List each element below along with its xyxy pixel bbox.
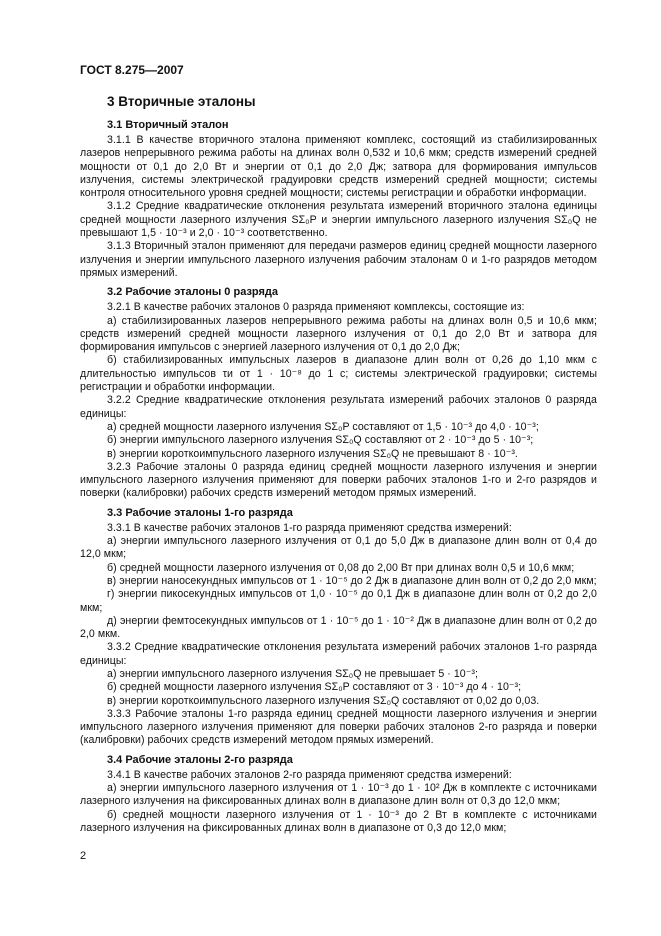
document-body xyxy=(80,94,597,835)
paragraph: 3.1.1 В качестве вторичного эталона применяют комплекс, состоящий из стабилизированных лазеров непрерывного режима работы на длинах волн 0,532 и 10,6 мкм; средств измерений средней мощности от 0,1 до 2,0 Вт и энергии от 0,1 до 2,0 Дж; затвора для формирования импульсов излучения, системы электрической градуировки средств измерений средней мощности; системы контроля относительного уровня средней мощности; системы регистрации и обработки информации. xyxy=(80,134,597,200)
subsection-heading: 3.2 Рабочие эталоны 0 разряда xyxy=(107,286,279,299)
paragraph: 3.3.1 В качестве рабочих эталонов 1-го разряда применяют средства измерений: xyxy=(107,521,512,534)
paragraph: 3.4.1 В качестве рабочих эталонов 2-го разряда применяют средства измерений: xyxy=(107,768,512,781)
paragraph: г) энергии пикосекундных импульсов от 1,0 · 10⁻⁵ до 0,1 Дж в диапазоне длин волн от 0,2 до 2,0 мкм; xyxy=(80,588,597,614)
paragraph: а) энергии импульсного лазерного излучения SΣ₀Q не превышает 5 · 10⁻³; xyxy=(107,667,478,680)
paragraph: 3.2.3 Рабочие эталоны 0 разряда единиц средней мощности лазерного излучения и энергии импульсного лазерного излучения применяют для поверки рабочих эталонов 1-го и 2-го разрядов и поверки (калибровки) рабочих средств измерений методом прямых измерений. xyxy=(80,460,597,500)
paragraph: 3.2.1 В качестве рабочих эталонов 0 разряда применяют комплексы, состоящие из: xyxy=(107,301,525,314)
section-title: 3 Вторичные эталоны xyxy=(107,94,256,109)
paragraph: а) энергии импульсного лазерного излучения от 0,1 до 5,0 Дж в диапазоне длин волн от 0,4 до 12,0 мкм; xyxy=(80,535,597,561)
paragraph: б) стабилизированных импульсных лазеров в диапазоне длин волн от 0,26 до 1,10 мкм с длительностью импульсов τи от 1 · 10⁻⁸ до 1 с; системы электрической градуировки; системы регистрации и обработки информации. xyxy=(80,354,597,394)
paragraph: б) средней мощности лазерного излучения от 0,08 до 2,00 Вт при длинах волн 0,5 и 10,6 мкм; xyxy=(107,561,575,574)
paragraph: 3.3.3 Рабочие эталоны 1-го разряда единиц средней мощности лазерного излучения и энергии импульсного лазерного излучения применяют для поверки рабочих эталонов 2-го разряда и поверки (калибровки) рабочих средств измерений методом прямых измерений. xyxy=(80,707,597,747)
paragraph: в) энергии наносекундных импульсов от 1 · 10⁻⁵ до 2 Дж в диапазоне длин волн от 0,2 до 2,0 мкм; xyxy=(107,574,597,587)
paragraph: 3.3.2 Средние квадратические отклонения результата измерений рабочих эталонов 1-го разряда единицы: xyxy=(80,641,597,667)
paragraph: б) средней мощности лазерного излучения SΣ₀P составляют от 3 · 10⁻³ до 4 · 10⁻³; xyxy=(107,681,522,694)
paragraph: 3.1.3 Вторичный эталон применяют для передачи размеров единиц средней мощности лазерного излучения и энергии импульсного лазерного излучения рабочим эталонам 0 и 1-го разрядов методом прямых измерений. xyxy=(80,240,597,279)
section-content xyxy=(80,118,597,835)
subsection-heading: 3.1 Вторичный эталон xyxy=(107,119,229,131)
paragraph: д) энергии фемтосекундных импульсов от 1 · 10⁻⁵ до 1 · 10⁻² Дж в диапазоне длин волн от 0,2 до 2,0 мкм. xyxy=(80,614,597,641)
paragraph: 3.1.2 Средние квадратические отклонения результата измерений вторичного эталона единицы средней мощности лазерного излучения SΣ₀P и энергии импульсного лазерного излучения SΣ₀Q не превышают 1,5 · 10⁻³ и 2,0 · 10⁻³ соответственно. xyxy=(80,200,597,240)
paragraph: а) стабилизированных лазеров непрерывного режима работы на длинах волн 0,5 и 10,6 мкм; средств измерений средней мощности лазерного излучения от 0,1 до 2,0 Вт и затвора для формирования импульсов с энергией лазерного излучения от 0,1 до 2,0 Дж; xyxy=(80,314,597,354)
paragraph: б) энергии импульсного лазерного излучения SΣ₀Q составляют от 2 · 10⁻³ до 5 · 10⁻³; xyxy=(107,434,534,447)
paragraph: а) энергии импульсного лазерного излучения от 1 · 10⁻³ до 1 · 10² Дж в комплекте с источниками лазерного излучения на фиксированных длинах волн в диапазоне длин волн от 0,3 до 12,0 мкм; xyxy=(80,782,597,808)
paragraph: 3.2.2 Средние квадратические отклонения результата измерений рабочих эталонов 0 разряда единицы: xyxy=(80,394,597,420)
paragraph: а) средней мощности лазерного излучения SΣ₀P составляют от 1,5 · 10⁻³ до 4,0 · 10⁻³; xyxy=(107,420,539,433)
page-number: 2 xyxy=(80,850,87,862)
paragraph: б) средней мощности лазерного излучения от 1 · 10⁻³ до 2 Вт в комплекте с источниками лазерного излучения на фиксированных длинах волн в диапазоне от 0,3 до 12,0 мкм; xyxy=(80,808,597,834)
subsection-heading: 3.3 Рабочие эталоны 1-го разряда xyxy=(107,506,293,519)
document-header: ГОСТ 8.275—2007 xyxy=(80,63,184,77)
paragraph: в) энергии короткоимпульсного лазерного излучения SΣ₀Q составляют от 0,02 до 0,03. xyxy=(107,694,540,707)
subsection-heading: 3.4 Рабочие эталоны 2-го разряда xyxy=(107,753,293,766)
paragraph: в) энергии короткоимпульсного лазерного излучения SΣ₀Q не превышают 8 · 10⁻³. xyxy=(107,447,518,460)
